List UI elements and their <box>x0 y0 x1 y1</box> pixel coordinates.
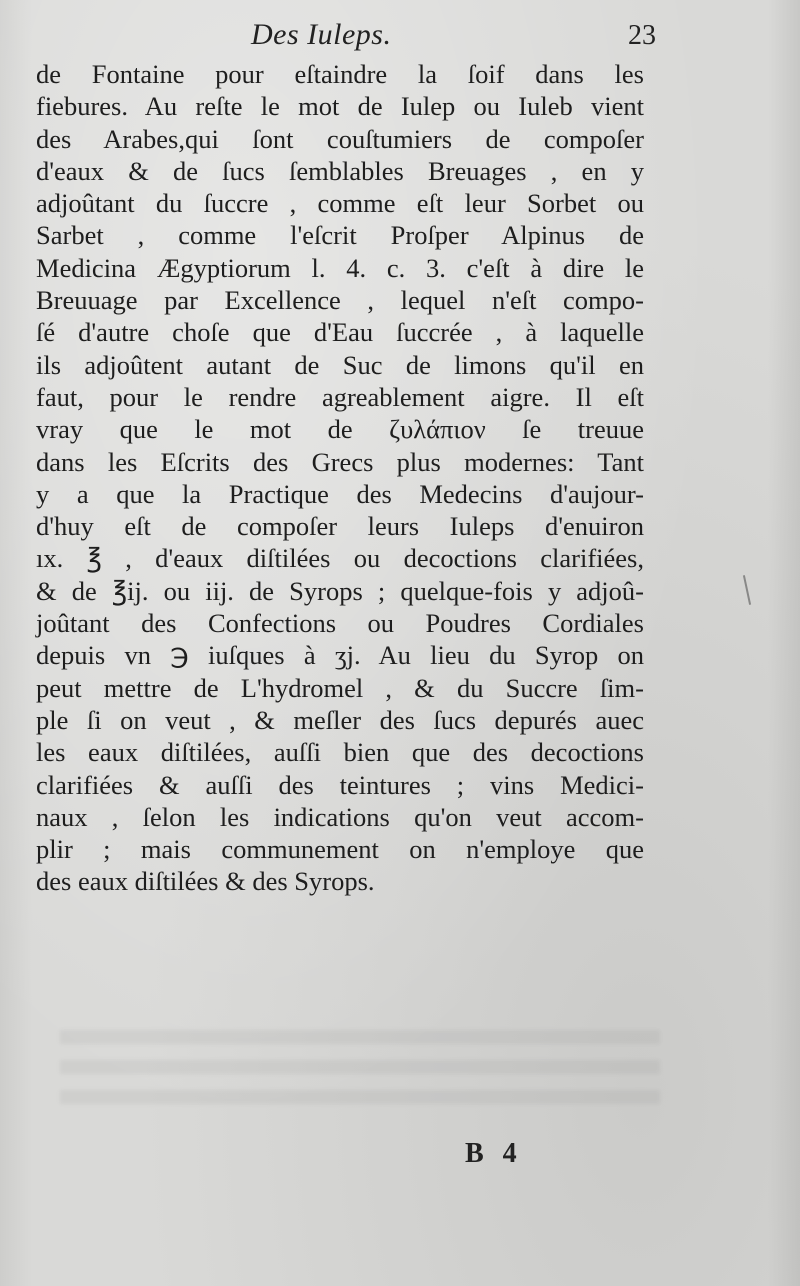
text-line: vray que le mot de ζυλάπιον ſe treuue <box>36 414 644 445</box>
text-line: ple ſi on veut , & meſler des ſucs depurés auec <box>36 704 644 735</box>
text-line: Breuuage par Excellence , lequel n'eſt compo- <box>36 285 644 316</box>
text-line: dans les Eſcrits des Grecs plus modernes: Tant <box>36 446 644 477</box>
running-title: Des Iuleps. <box>251 18 392 51</box>
text-line: des Arabes,qui ſont couſtumiers de compoſer <box>36 123 644 154</box>
page-header <box>36 18 656 58</box>
page-number: 23 <box>628 20 656 51</box>
text-line: de Fontaine pour eſtaindre la ſoif dans les <box>36 59 644 89</box>
text-line: & de ℥ij. ou iij. de Syrops ; quelque-fois y adjoû- <box>36 575 644 606</box>
text-line: naux , ſelon les indications qu'on veut accom- <box>36 801 644 832</box>
text-line: ſé d'autre choſe que d'Eau ſuccrée , à laquelle <box>36 317 644 348</box>
text-line: fiebures. Au reſte le mot de Iulep ou Iuleb vient <box>36 91 644 122</box>
text-line: des eaux diſtilées & des Syrops. <box>36 866 375 897</box>
body-text <box>36 58 644 898</box>
margin-mark <box>743 575 751 605</box>
bleed-through-texture <box>60 1030 660 1120</box>
text-line: Sarbet , comme l'eſcrit Proſper Alpinus de <box>36 220 644 251</box>
text-line: peut mettre de L'hydromel , & du Succre ſim- <box>36 672 644 703</box>
text-line: Medicina Ægyptiorum l. 4. c. 3. c'eſt à dire le <box>36 252 644 283</box>
signature-mark: B 4 <box>465 1138 523 1169</box>
text-line: plir ; mais communement on n'employe que <box>36 834 644 865</box>
text-line: faut, pour le rendre agreablement aigre. Il eſt <box>36 381 644 412</box>
text-line: adjoûtant du ſuccre , comme eſt leur Sorbet ou <box>36 188 644 219</box>
text-line: depuis vn ℈ iuſques à ʒj. Au lieu du Syrop on <box>36 640 644 671</box>
text-line: d'huy eſt de compoſer leurs Iuleps d'enuiron <box>36 511 644 542</box>
text-line: les eaux diſtilées, auſſi bien que des decoctions <box>36 737 644 768</box>
text-line: ils adjoûtent autant de Suc de limons qu'il en <box>36 349 644 380</box>
text-line: y a que la Practique des Medecins d'aujour- <box>36 478 644 509</box>
text-line: ıx. ℥ , d'eaux diſtilées ou decoctions clarifiées, <box>36 543 644 574</box>
text-line: clarifiées & auſſi des teintures ; vins Medici- <box>36 769 644 800</box>
text-line: d'eaux & de ſucs ſemblables Breuages , en y <box>36 155 644 186</box>
text-line: joûtant des Confections ou Poudres Cordiales <box>36 608 644 639</box>
